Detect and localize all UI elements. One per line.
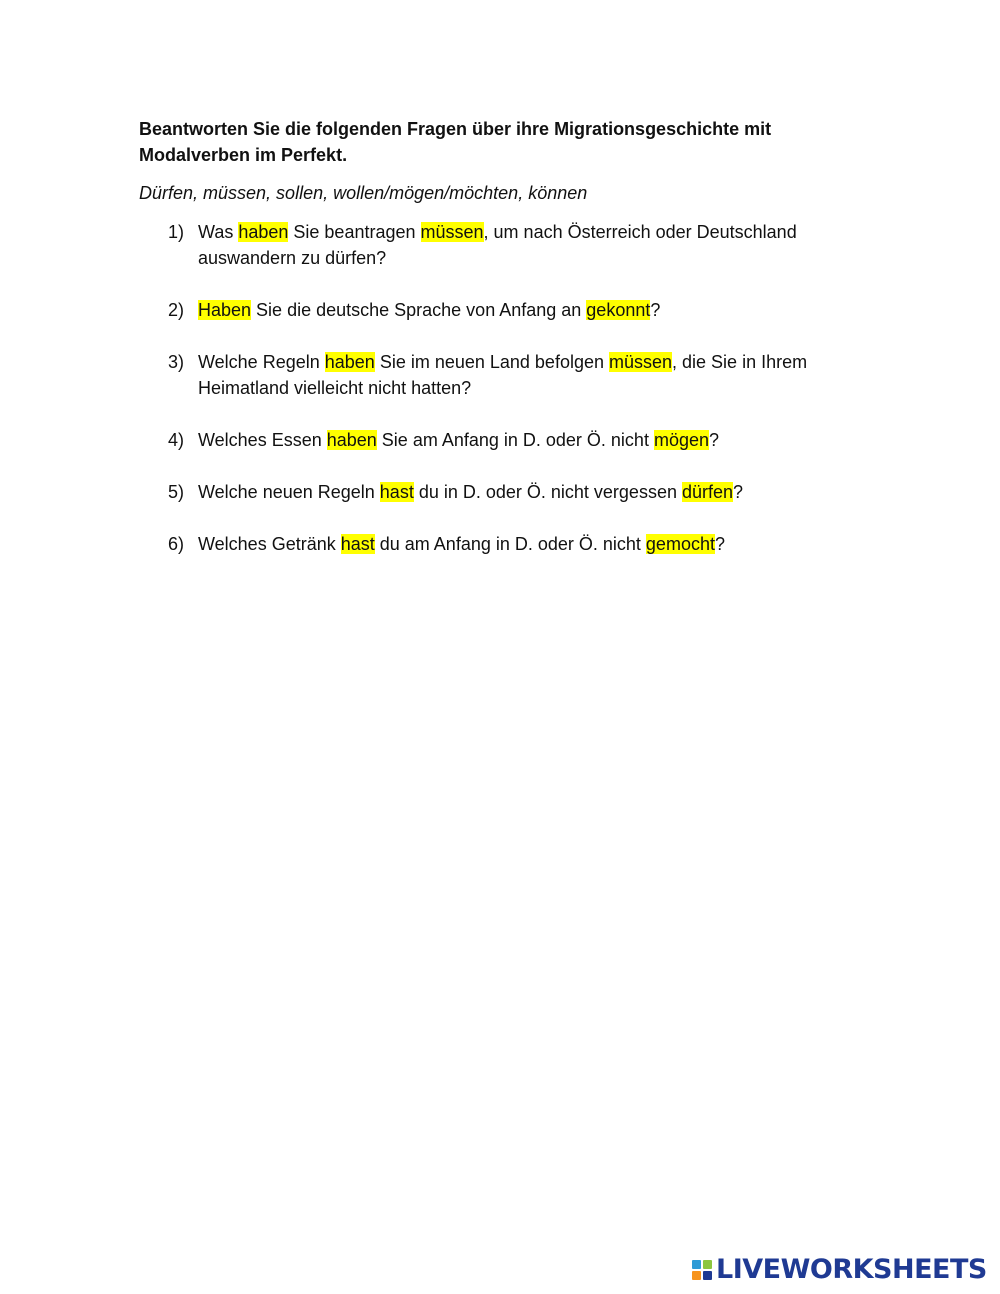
question-text-segment: du am Anfang in D. oder Ö. nicht bbox=[374, 534, 646, 554]
logo-square bbox=[692, 1260, 701, 1269]
liveworksheets-brand bbox=[692, 1254, 987, 1286]
question-list bbox=[168, 219, 848, 583]
question-text-segment: ? bbox=[714, 534, 725, 554]
question-item bbox=[168, 297, 848, 323]
highlighted-verb: müssen bbox=[609, 352, 673, 372]
brand-name: LIVEWORKSHEETS bbox=[716, 1254, 987, 1285]
highlighted-verb: Haben bbox=[198, 300, 252, 320]
question-text-segment: Sie beantragen bbox=[288, 222, 421, 242]
question-text-segment: ? bbox=[650, 300, 661, 320]
question-text-segment: Was bbox=[198, 222, 239, 242]
highlighted-verb: müssen bbox=[420, 222, 484, 242]
highlighted-verb: hast bbox=[379, 482, 414, 502]
question-text-segment: Welche Regeln bbox=[198, 352, 325, 372]
question-text bbox=[198, 430, 719, 450]
question-text bbox=[198, 222, 797, 268]
question-text bbox=[198, 534, 725, 554]
question-text-segment: , die Sie in Ihrem Heimatland vielleicht nicht hatten? bbox=[198, 352, 808, 398]
question-text bbox=[198, 352, 807, 398]
question-text bbox=[198, 482, 743, 502]
question-number: 1) bbox=[168, 222, 185, 242]
liveworksheets-logo-icon bbox=[692, 1260, 712, 1280]
question-item bbox=[168, 479, 848, 505]
question-text-segment: Sie am Anfang in D. oder Ö. nicht bbox=[376, 430, 654, 450]
question-number: 4) bbox=[168, 430, 185, 450]
question-item bbox=[168, 531, 848, 557]
logo-square bbox=[703, 1271, 712, 1280]
highlighted-verb: dürfen bbox=[681, 482, 734, 502]
question-text-segment: ? bbox=[733, 482, 744, 502]
question-number: 3) bbox=[168, 352, 185, 372]
question-text-segment: Welches Getränk bbox=[198, 534, 341, 554]
question-text-segment: du in D. oder Ö. nicht vergessen bbox=[413, 482, 682, 502]
logo-square bbox=[703, 1260, 712, 1269]
question-item bbox=[168, 427, 848, 453]
question-number: 2) bbox=[168, 300, 185, 320]
highlighted-verb: haben bbox=[324, 352, 375, 372]
question-number: 6) bbox=[168, 534, 185, 554]
highlighted-verb: haben bbox=[326, 430, 377, 450]
highlighted-verb: mögen bbox=[653, 430, 709, 450]
question-text bbox=[198, 300, 660, 320]
question-item bbox=[168, 219, 848, 271]
highlighted-verb: gekonnt bbox=[586, 300, 651, 320]
question-text-segment: Sie die deutsche Sprache von Anfang an bbox=[251, 300, 587, 320]
highlighted-verb: gemocht bbox=[645, 534, 715, 554]
question-text-segment: Welche neuen Regeln bbox=[198, 482, 380, 502]
logo-square bbox=[692, 1271, 701, 1280]
question-text-segment: , um nach Österreich oder Deutschland auswandern zu dürfen? bbox=[198, 222, 797, 268]
question-text-segment: Welches Essen bbox=[198, 430, 327, 450]
question-text-segment: ? bbox=[709, 430, 720, 450]
instruction-heading: Beantworten Sie die folgenden Fragen über ihre Migrationsgeschichte mit Modalverben im Perfekt. bbox=[139, 119, 772, 165]
question-item bbox=[168, 349, 848, 401]
modal-verbs-list: Dürfen, müssen, sollen, wollen/mögen/möchten, können bbox=[139, 183, 588, 203]
question-number: 5) bbox=[168, 482, 185, 502]
highlighted-verb: hast bbox=[340, 534, 375, 554]
highlighted-verb: haben bbox=[238, 222, 289, 242]
question-text-segment: Sie im neuen Land befolgen bbox=[374, 352, 609, 372]
